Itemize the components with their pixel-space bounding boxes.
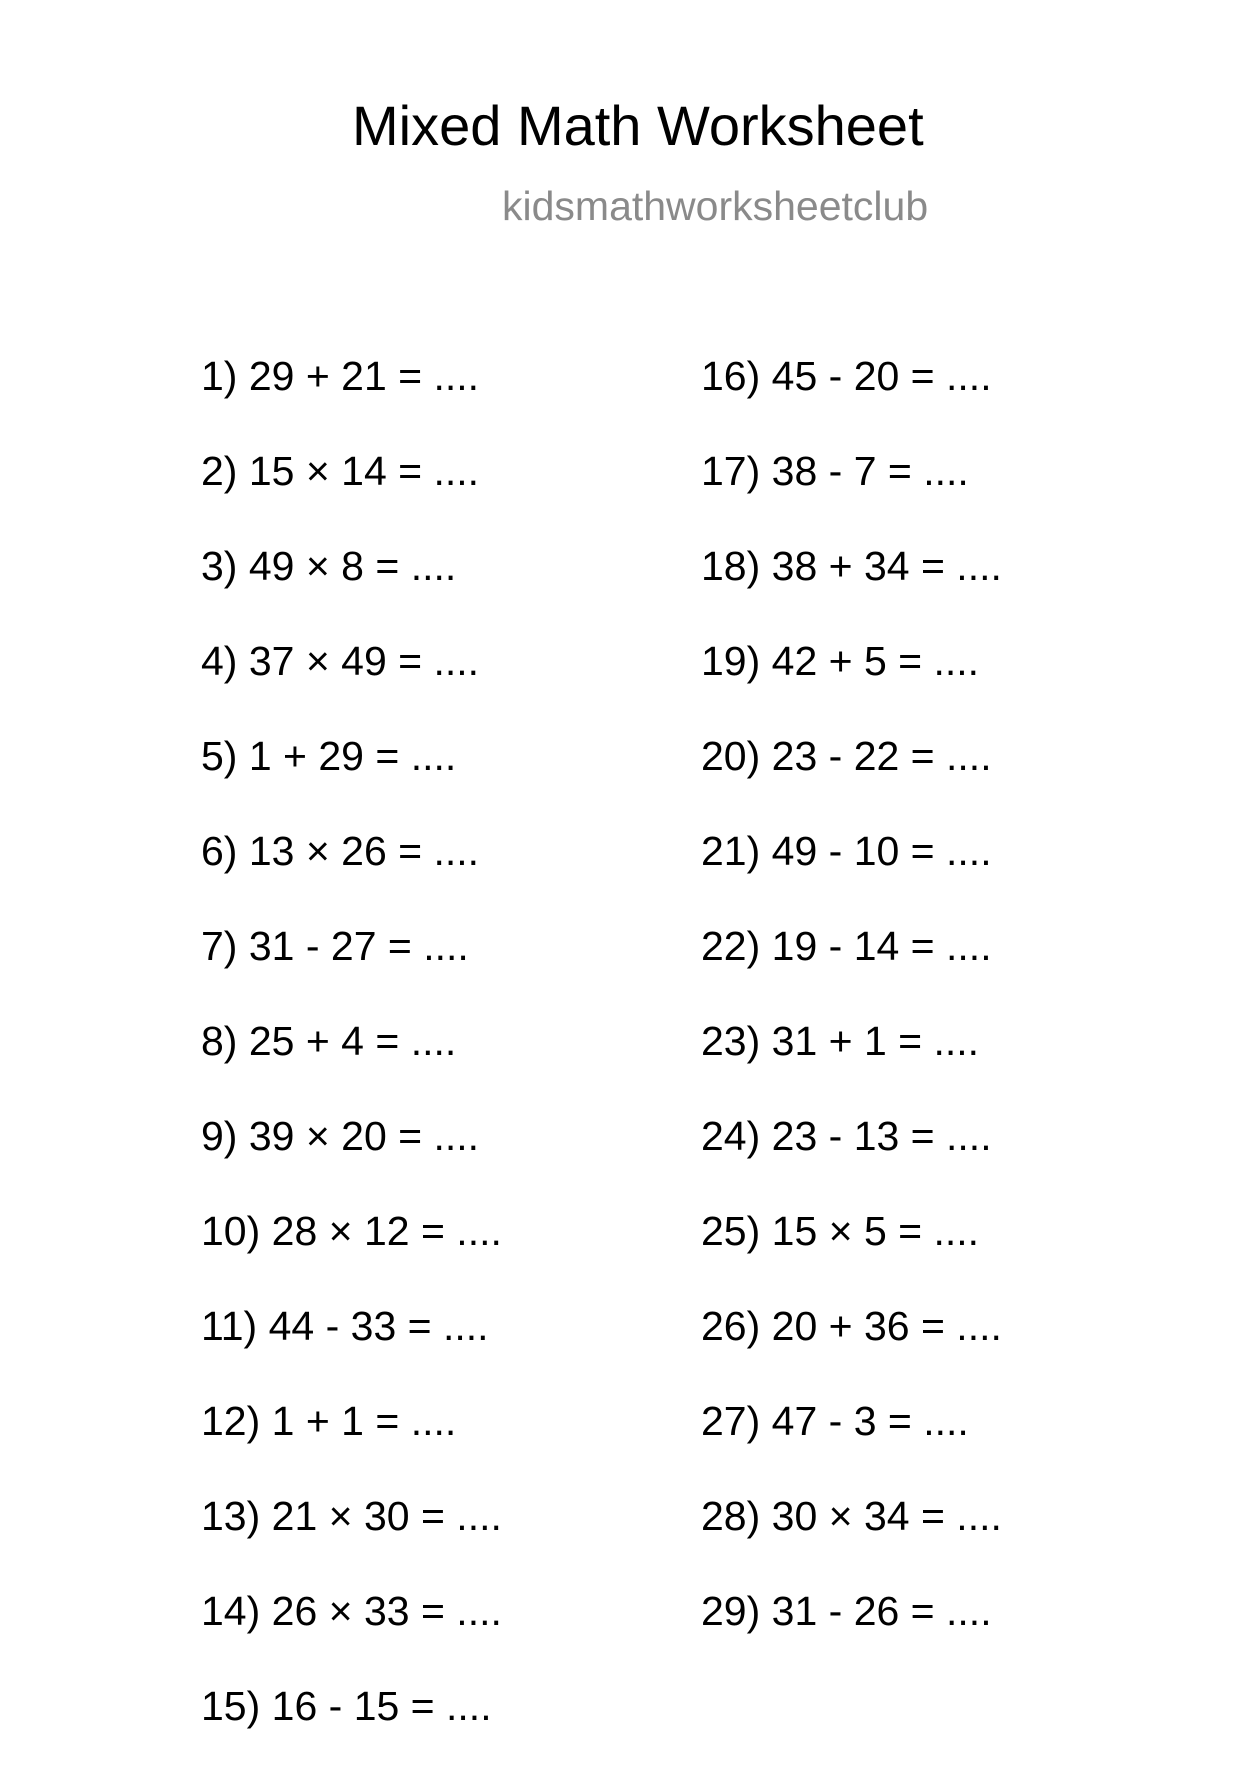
problem-item: 7) 31 - 27 = .... — [201, 923, 469, 969]
problem-item: 15) 16 - 15 = .... — [201, 1683, 492, 1729]
problem-item: 9) 39 × 20 = .... — [201, 1113, 480, 1159]
problem-item: 28) 30 × 34 = .... — [701, 1493, 1002, 1539]
page-title: Mixed Math Worksheet — [352, 94, 924, 157]
problem-item: 27) 47 - 3 = .... — [701, 1398, 969, 1444]
problem-item: 16) 45 - 20 = .... — [701, 353, 992, 399]
problem-item: 5) 1 + 29 = .... — [201, 733, 457, 779]
problem-item: 24) 23 - 13 = .... — [701, 1113, 992, 1159]
problem-item: 22) 19 - 14 = .... — [701, 923, 992, 969]
problem-item: 3) 49 × 8 = .... — [201, 543, 457, 589]
problem-item: 21) 49 - 10 = .... — [701, 828, 992, 874]
problem-item: 13) 21 × 30 = .... — [201, 1493, 502, 1539]
page-subtitle: kidsmathworksheetclub — [502, 183, 929, 229]
problem-column-left — [201, 352, 502, 1777]
problem-item: 4) 37 × 49 = .... — [201, 638, 480, 684]
problem-item: 1) 29 + 21 = .... — [201, 353, 480, 399]
problem-item: 29) 31 - 26 = .... — [701, 1588, 992, 1634]
problem-item: 26) 20 + 36 = .... — [701, 1303, 1002, 1349]
problem-item: 25) 15 × 5 = .... — [701, 1208, 980, 1254]
problem-item: 11) 44 - 33 = .... — [201, 1303, 489, 1349]
problem-item: 18) 38 + 34 = .... — [701, 543, 1002, 589]
problem-item: 19) 42 + 5 = .... — [701, 638, 980, 684]
problem-item: 12) 1 + 1 = .... — [201, 1398, 457, 1444]
problem-column-right — [701, 352, 1002, 1682]
problem-item: 20) 23 - 22 = .... — [701, 733, 992, 779]
problem-item: 14) 26 × 33 = .... — [201, 1588, 502, 1634]
problem-item: 8) 25 + 4 = .... — [201, 1018, 457, 1064]
problem-item: 23) 31 + 1 = .... — [701, 1018, 980, 1064]
problem-item: 6) 13 × 26 = .... — [201, 828, 480, 874]
problem-item: 17) 38 - 7 = .... — [701, 448, 969, 494]
problem-item: 10) 28 × 12 = .... — [201, 1208, 502, 1254]
problem-item: 2) 15 × 14 = .... — [201, 448, 480, 494]
